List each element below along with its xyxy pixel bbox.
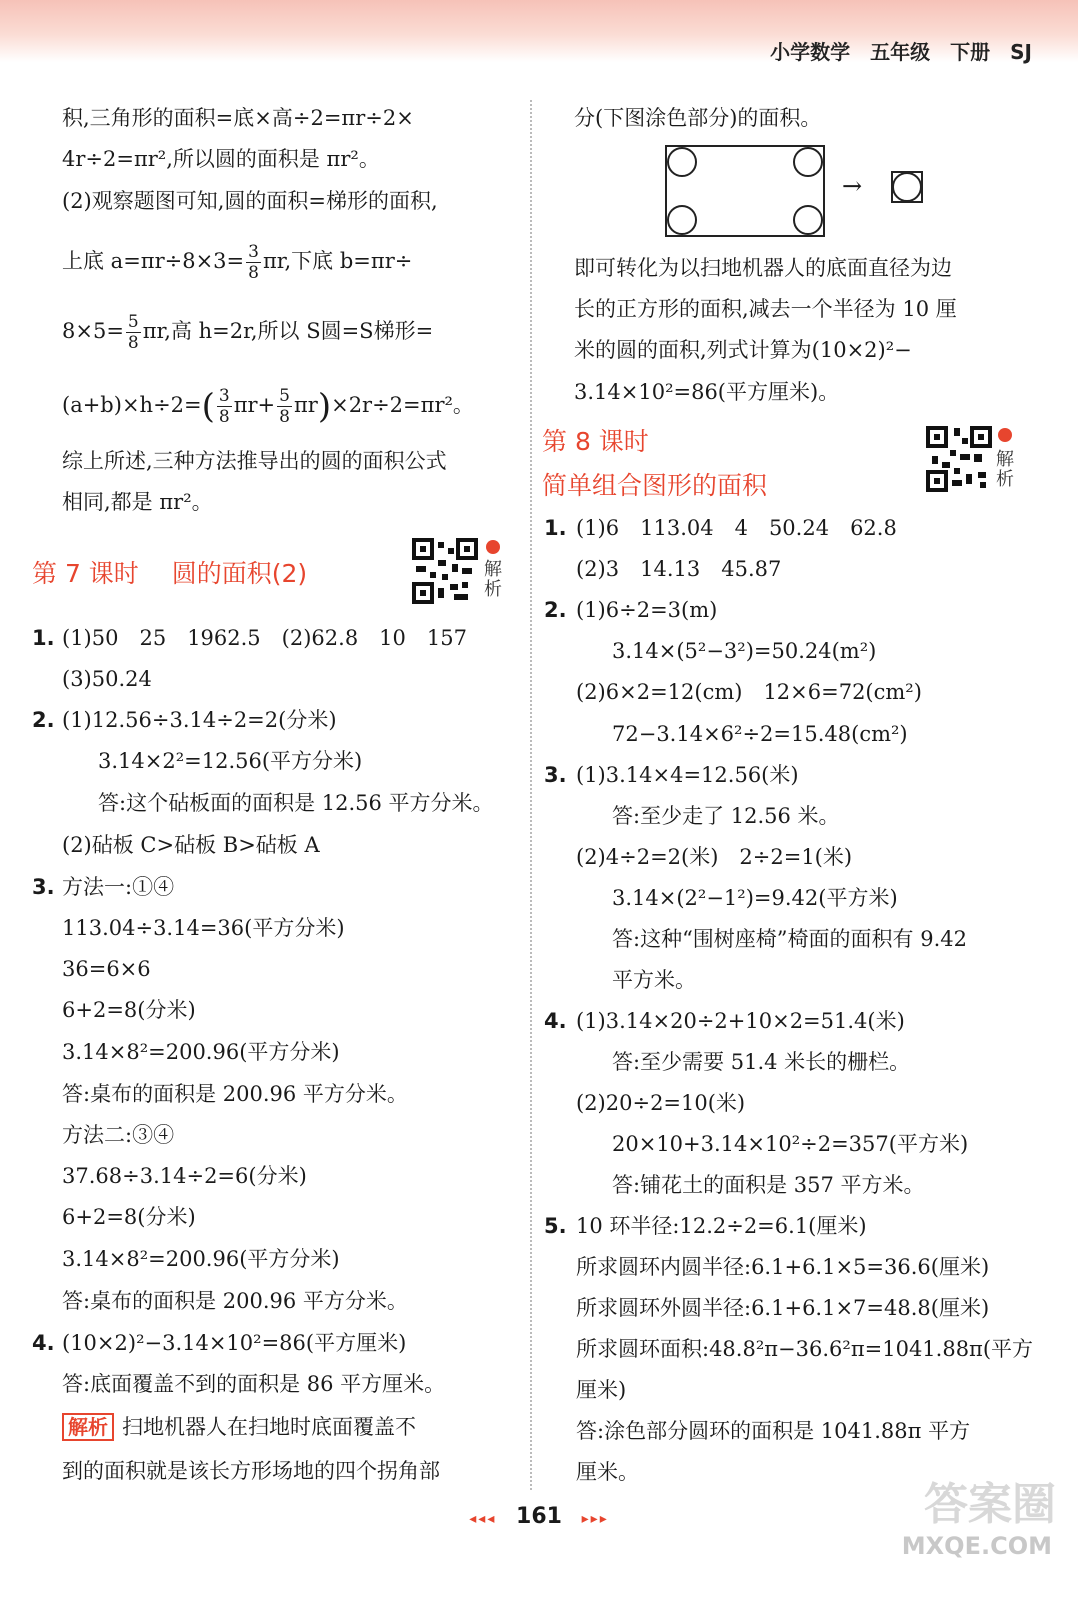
square-circle-diagram — [890, 170, 924, 204]
q3: 3. — [32, 875, 55, 899]
q1-line-2: (3)50.24 — [62, 667, 152, 691]
right-line-5: 3.14×10²=86(平方厘米)。 — [574, 380, 840, 404]
p5-line-5: 厘米) — [576, 1378, 627, 1402]
p5-line-1: 10 环半径:12.2÷2=6.1(厘米) — [576, 1214, 867, 1238]
left-line-7: 综上所述,三种方法推导出的圆的面积公式 — [62, 449, 447, 473]
lesson-7-title: 第 7 课时 圆的面积(2) — [32, 559, 308, 588]
q2-line-3: 答:这个砧板面的面积是 12.56 平方分米。 — [98, 791, 494, 815]
q2-line-1: (1)12.56÷3.14÷2=2(分米) — [62, 708, 337, 732]
left-line-6: (a+b)×h÷2=( $\frac{3}{8}$ πr+ $\frac{5}{8}$ πr)×2r÷2=πr²。 — [62, 386, 474, 427]
p2: 2. — [544, 598, 567, 622]
p2-line-2: 3.14×(5²−3²)=50.24(m²) — [612, 639, 877, 663]
right-line-1: 分(下图涂色部分)的面积。 — [574, 106, 822, 130]
p5: 5. — [544, 1214, 567, 1238]
fraction: $\frac{3}{8}$ — [248, 242, 259, 283]
q3-line-8: 37.68÷3.14÷2=6(分米) — [62, 1164, 307, 1188]
q3-line-3: 36=6×6 — [62, 957, 151, 981]
right-line-3: 长的正方形的面积,减去一个半径为 10 厘 — [574, 297, 957, 321]
qr-label: 解 析 — [484, 559, 502, 600]
left-line-4: 上底 a=πr÷8×3= $\frac{3}{8}$ πr,下底 b=πr÷ — [62, 242, 413, 283]
right-line-4: 米的圆的面积,列式计算为(10×2)²− — [574, 338, 912, 362]
p4-line-2: 答:至少需要 51.4 米长的栅栏。 — [612, 1050, 911, 1074]
p3-line-5: 答:这种“围树座椅”椅面的面积有 9.42 — [612, 927, 967, 951]
p4: 4. — [544, 1009, 567, 1033]
q2-line-2: 3.14×2²=12.56(平方分米) — [98, 749, 363, 773]
q4-analysis-line-2: 到的面积就是该长方形场地的四个拐角部 — [62, 1459, 440, 1483]
lesson-8-title: 第 8 课时 — [542, 427, 649, 456]
p2-line-3: (2)6×2=12(cm) 12×6=72(cm²) — [576, 680, 922, 704]
edition: SJ — [1010, 40, 1032, 64]
q3-line-5: 3.14×8²=200.96(平方分米) — [62, 1040, 340, 1064]
right-line-2: 即可转化为以扫地机器人的底面直径为边 — [574, 256, 952, 280]
p5-line-3: 所求圆环外圆半径:6.1+6.1×7=48.8(厘米) — [576, 1296, 990, 1320]
q3-line-4: 6+2=8(分米) — [62, 998, 196, 1022]
q3-line-2: 113.04÷3.14=36(平方分米) — [62, 916, 345, 940]
qr-code-icon[interactable] — [412, 538, 478, 604]
q3-line-1: 方法一:①④ — [62, 875, 175, 899]
left-line-5: 8×5= $\frac{5}{8}$ πr,高 h=2r,所以 S圆=S梯形= — [62, 312, 434, 353]
watermark-url: MXQE.COM — [901, 1532, 1052, 1560]
p2-line-4: 72−3.14×6²÷2=15.48(cm²) — [612, 722, 908, 746]
q3-line-10: 3.14×8²=200.96(平方分米) — [62, 1247, 340, 1271]
q4-line-2: 答:底面覆盖不到的面积是 86 平方厘米。 — [62, 1372, 446, 1396]
fraction: $\frac{3}{8}$ — [218, 386, 230, 427]
play-icon[interactable] — [998, 428, 1012, 442]
p5-line-2: 所求圆环内圆半径:6.1+6.1×5=36.6(厘米) — [576, 1255, 990, 1279]
q4-analysis-line-1: 解析 扫地机器人在扫地时底面覆盖不 — [62, 1413, 416, 1441]
q4-line-1: (10×2)²−3.14×10²=86(平方厘米) — [62, 1331, 407, 1355]
p3-line-4: 3.14×(2²−1²)=9.42(平方米) — [612, 886, 898, 910]
p4-line-4: 20×10+3.14×10²÷2=357(平方米) — [612, 1132, 969, 1156]
p2-line-1: (1)6÷2=3(m) — [576, 598, 718, 622]
q1: 1. — [32, 626, 55, 650]
p5-line-4: 所求圆环面积:48.8²π−36.6²π=1041.88π(平方 — [576, 1337, 1034, 1361]
book-info — [750, 36, 1032, 65]
left-line-1: 积,三角形的面积=底×高÷2=πr÷2× — [62, 106, 414, 130]
analysis-badge: 解析 — [62, 1413, 114, 1441]
fraction: $\frac{5}{8}$ — [279, 386, 290, 427]
p4-line-3: (2)20÷2=10(米) — [576, 1091, 746, 1115]
left-line-8: 相同,都是 πr²。 — [62, 490, 213, 514]
volume: 下册 — [950, 40, 991, 64]
q4: 4. — [32, 1331, 55, 1355]
subject: 小学数学 — [770, 40, 851, 64]
arrow-icon: → — [842, 172, 863, 200]
p1-line-2: (2)3 14.13 45.87 — [576, 557, 782, 581]
page-number: 161 — [516, 1504, 562, 1529]
page-footer — [0, 1504, 1078, 1529]
q1-line-1: (1)50 25 1962.5 (2)62.8 10 157 — [62, 626, 467, 650]
next-arrows-icon: ▸▸▸ — [581, 1511, 609, 1527]
p4-line-5: 答:铺花土的面积是 357 平方米。 — [612, 1173, 925, 1197]
p4-line-1: (1)3.14×20÷2+10×2=51.4(米) — [576, 1009, 905, 1033]
left-line-2: 4r÷2=πr²,所以圆的面积是 πr²。 — [62, 147, 380, 171]
column-divider — [530, 100, 532, 1490]
qr-code-icon[interactable] — [926, 426, 992, 492]
play-icon[interactable] — [486, 540, 500, 554]
p3: 3. — [544, 763, 567, 787]
prev-arrows-icon: ◂◂◂ — [469, 1511, 497, 1527]
p3-line-2: 答:至少走了 12.56 米。 — [612, 804, 840, 828]
qr-label: 解 析 — [996, 449, 1014, 490]
q3-line-9: 6+2=8(分米) — [62, 1205, 196, 1229]
grade: 五年级 — [870, 40, 931, 64]
lesson-8-subtitle: 简单组合图形的面积 — [542, 471, 768, 500]
q3-line-7: 方法二:③④ — [62, 1123, 175, 1147]
p5-line-6: 答:涂色部分圆环的面积是 1041.88π 平方 — [576, 1419, 971, 1443]
watermark-logo: 答案圈 — [924, 1479, 1056, 1530]
p5-line-7: 厘米。 — [576, 1460, 639, 1484]
p3-line-3: (2)4÷2=2(米) 2÷2=1(米) — [576, 845, 853, 869]
p1-line-1: (1)6 113.04 4 50.24 62.8 — [576, 516, 897, 540]
q2-line-4: (2)砧板 C>砧板 B>砧板 A — [62, 833, 320, 857]
q3-line-11: 答:桌布的面积是 200.96 平方分米。 — [62, 1289, 408, 1313]
rectangle-corners-diagram — [664, 144, 828, 240]
fraction: $\frac{5}{8}$ — [127, 312, 139, 353]
q2: 2. — [32, 708, 55, 732]
p1: 1. — [544, 516, 567, 540]
left-line-3: (2)观察题图可知,圆的面积=梯形的面积, — [62, 189, 438, 213]
q3-line-6: 答:桌布的面积是 200.96 平方分米。 — [62, 1082, 408, 1106]
p3-line-1: (1)3.14×4=12.56(米) — [576, 763, 799, 787]
p3-line-6: 平方米。 — [612, 968, 696, 992]
